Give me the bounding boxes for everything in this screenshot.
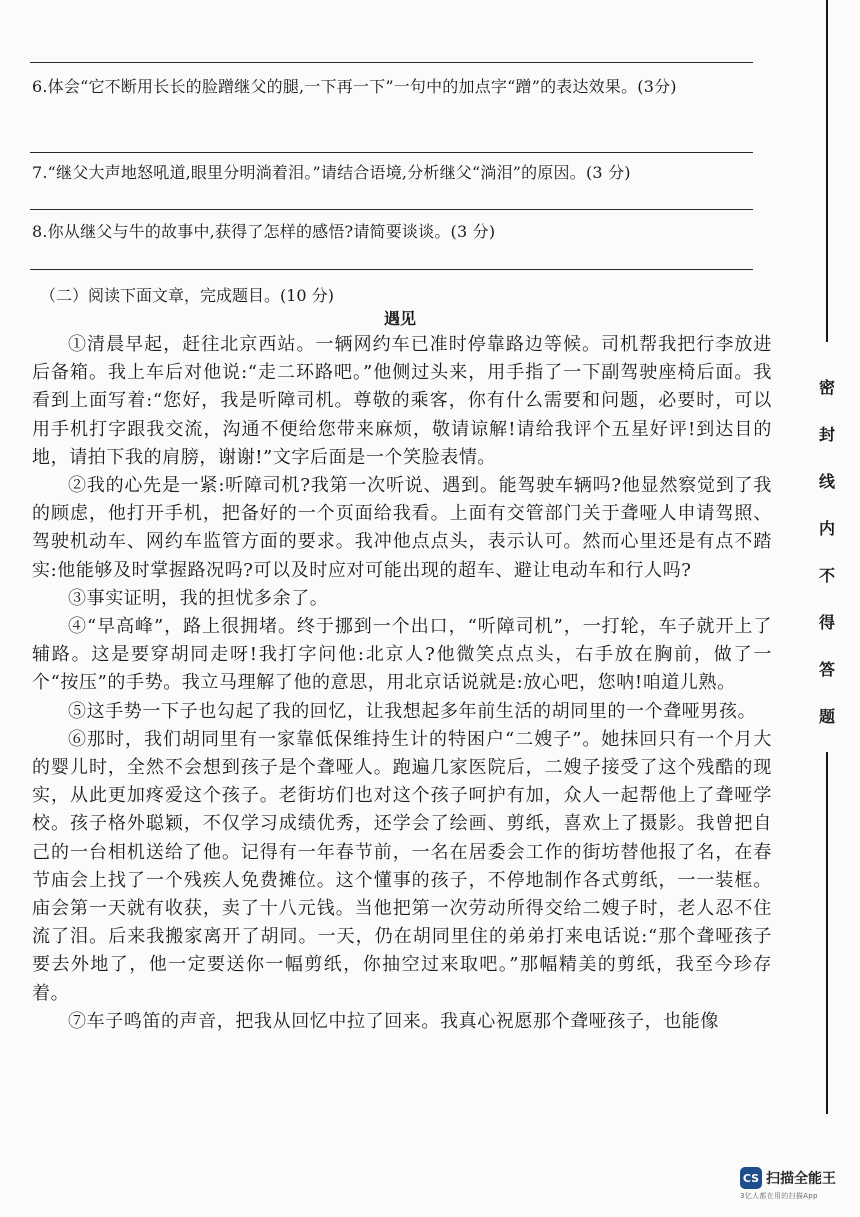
margin-rule-bottom: [826, 752, 828, 1114]
seal-char: 得: [818, 613, 835, 632]
seal-char: 封: [818, 425, 835, 444]
seal-line-notice: [815, 378, 839, 754]
paragraph-4: ④“早高峰”，路上很拥堵。终于挪到一个出口，“听障司机”，一打轮，车子就开上了辅路。这是要穿胡同走呀!我打字问他:北京人?他微笑点点头，右手放在胸前，做了一个“按压”的手势。我立马理解了他的意思，用北京话说就是:放心吧，您呐!咱道儿熟。: [32, 616, 772, 694]
answer-line: [30, 209, 753, 210]
answer-line: [30, 152, 753, 153]
question-7: 7.“继父大声地怒吼道,眼里分明淌着泪。”请结合语境,分析继父“淌泪”的原因。(3 分): [32, 163, 631, 182]
section-heading: （二）阅读下面文章，完成题目。(10 分): [40, 286, 334, 305]
answer-line: [30, 62, 753, 63]
article-body: [32, 331, 772, 1036]
seal-char: 不: [818, 566, 835, 585]
seal-char: 内: [818, 519, 835, 538]
scanner-tagline: 3亿人都在用的扫描App: [740, 1192, 818, 1200]
paragraph-5: ⑤这手势一下子也勾起了我的回忆，让我想起多年前生活的胡同里的一个聋哑男孩。: [68, 700, 757, 722]
seal-char: 线: [818, 472, 835, 491]
question-6: 6.体会“它不断用长长的脸蹭继父的腿,一下再一下”一句中的加点字“蹭”的表达效果。(3分): [32, 77, 677, 96]
margin-rule-top: [826, 0, 828, 342]
article-title: 遇见: [383, 309, 416, 328]
question-8: 8.你从继父与牛的故事中,获得了怎样的感悟?请简要谈谈。(3 分): [32, 222, 496, 241]
paragraph-6: ⑥那时，我们胡同里有一家靠低保维持生计的特困户“二嫂子”。她抹回只有一个月大的婴儿时，全然不会想到孩子是个聋哑人。跑遍几家医院后，二嫂子接受了这个残酷的现实，从此更加疼爱这个孩子。老街坊们也对这个孩子呵护有加，众人一起帮他上了聋哑学校。孩子格外聪颖，不仅学习成绩优秀，还学会了绘画、剪纸，喜欢上了摄影。我曾把自己的一台相机送给了他。记得有一年春节前，一名在居委会工作的街坊替他报了名，在春节庙会上找了一个残疾人免费摊位。这个懂事的孩子，不停地制作各式剪纸，一一装框。庙会第一天就有收获，卖了十八元钱。当他把第一次劳动所得交给二嫂子时，老人忍不住流了泪。后来我搬家离开了胡同。一天，仍在胡同里住的弟弟打来电话说:“那个聋哑孩子要去外地了，他一定要送你一幅剪纸，你抽空过来取吧。”那幅精美的剪纸，我至今珍存着。: [32, 728, 772, 1004]
paragraph-3: ③事实证明，我的担忧多余了。: [68, 587, 329, 609]
scanner-app-name: 扫描全能王: [766, 1171, 836, 1187]
answer-line: [30, 269, 753, 270]
paragraph-7: ⑦车子鸣笛的声音，把我从回忆中拉了回来。我真心祝愿那个聋哑孩子，也能像: [68, 1010, 719, 1032]
paragraph-2: ②我的心先是一紧:听障司机?我第一次听说、遇到。能驾驶车辆吗?他显然察觉到了我的顾虑，他打开手机，把备好的一个页面给我看。上面有交管部门关于聋哑人申请驾照、驾驶机动车、网约车监管方面的要求。我冲他点点头，表示认可。然而心里还是有点不踏实:他能够及时掌握路况吗?可以及时应对可能出现的超车、避让电动车和行人吗?: [32, 475, 772, 581]
seal-char: 答: [818, 660, 835, 679]
seal-char: 密: [818, 378, 835, 397]
scanner-logo-icon: CS: [740, 1167, 762, 1189]
paragraph-1: ①清晨早起，赶往北京西站。一辆网约车已准时停靠路边等候。司机帮我把行李放进后备箱。我上车后对他说:“走二环路吧。”他侧过头来，用手指了一下副驾驶座椅后面。我看到上面写着:“您好，我是听障司机。尊敬的乘客，你有什么需要和问题，必要时，可以用手机打字跟我交流，沟通不便给您带来麻烦，敬请谅解!请给我评个五星好评!到达目的地，请拍下我的肩膀，谢谢!”文字后面是一个笑脸表情。: [32, 334, 772, 468]
seal-char: 题: [818, 707, 835, 726]
scanner-watermark: [740, 1167, 836, 1201]
